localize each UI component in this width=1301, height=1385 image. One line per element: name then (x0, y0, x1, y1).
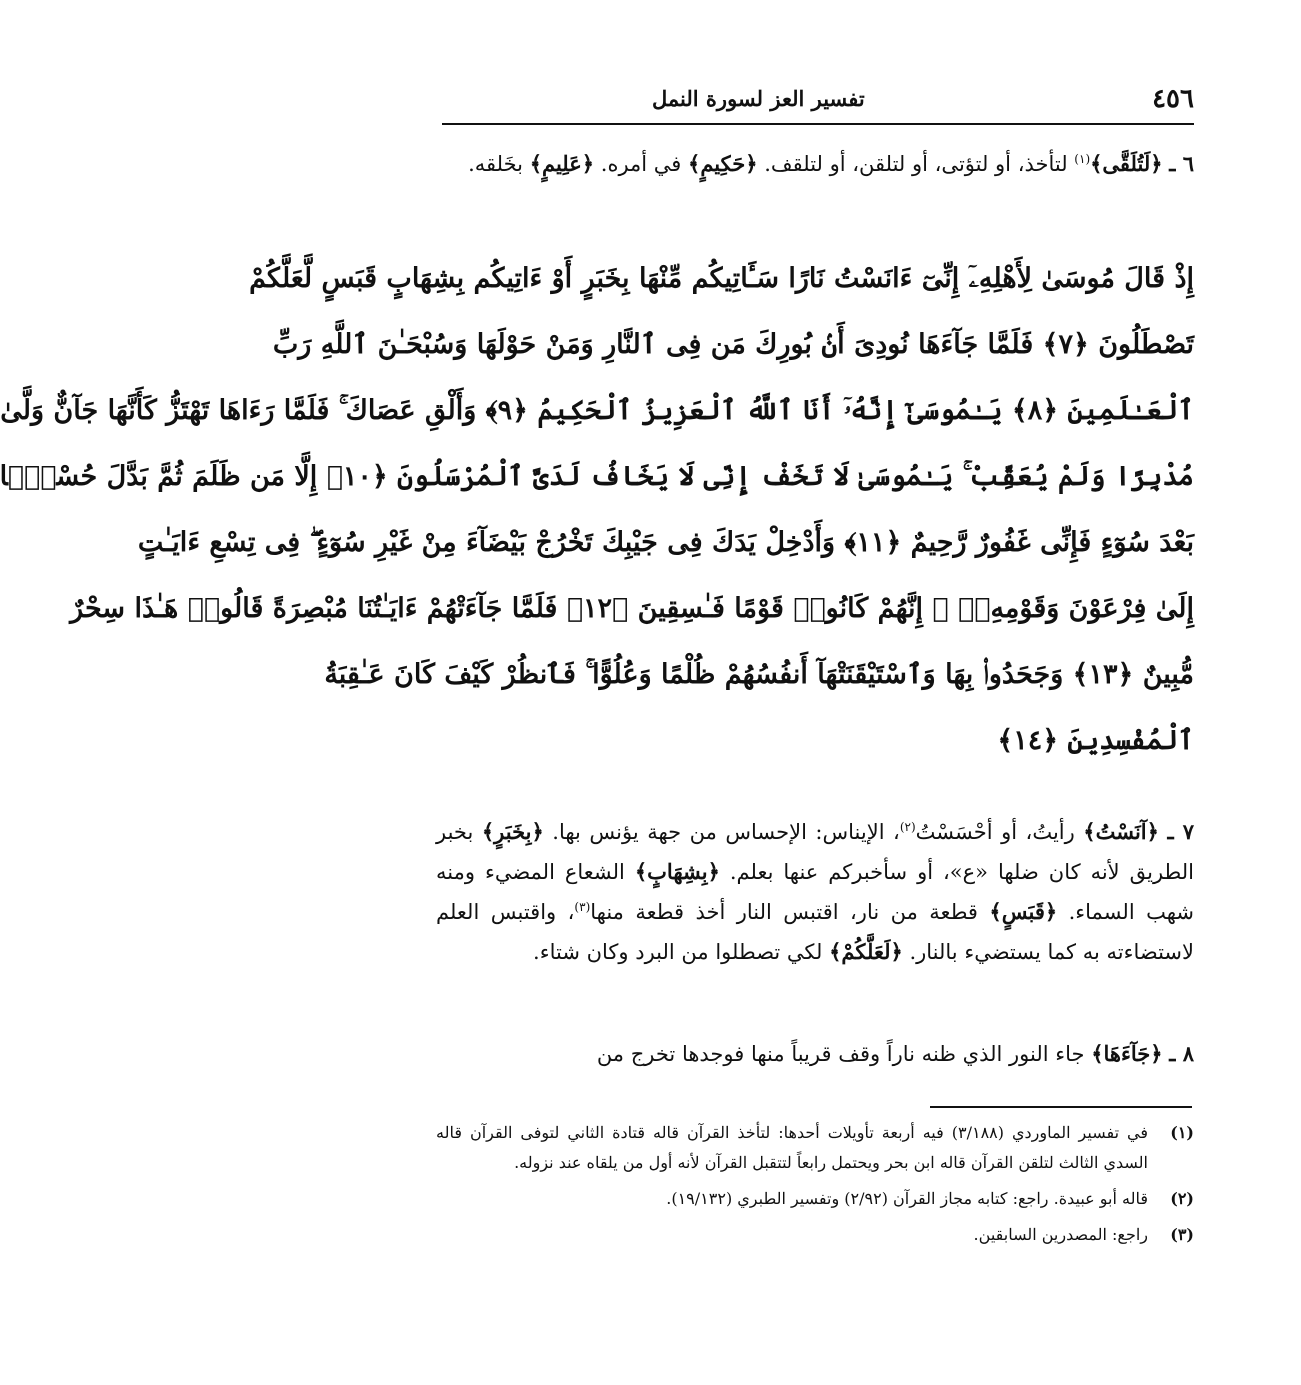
footnote-rule (930, 1106, 1192, 1108)
paragraph-6 (436, 144, 1194, 184)
commentary-text: رأيتُ، أو أحْسَسْتُ (915, 820, 1084, 844)
quran-term: ﴿حَكِيمٍ﴾ (688, 151, 758, 176)
quran-line: مُدْبِرًا وَلَمْ يُعَقِّبْ ۚ يَـٰمُوسَىٰ لَا تَخَفْ إِنِّى لَا يَخَافُ لَدَىَّ ٱلْمُرْسَلُونَ ﴿١٠﴾ إِلَّا مَن ظَلَمَ ثُمَّ بَدَّلَ حُسْنًۢا (0, 461, 1194, 492)
commentary-text: لتأخذ، أو لتؤتى، أو لتلقن، أو لتلقف. (757, 152, 1075, 176)
footnote (436, 1220, 1194, 1250)
footnote-number: (٣) (1170, 1225, 1194, 1244)
footnote (436, 1118, 1194, 1178)
page-number: ٤٥٦ (1152, 84, 1194, 114)
quran-term: ﴿عَلِيمٍ﴾ (529, 151, 595, 176)
footnote-text: قاله أبو عبيدة. راجع: كتابه مجاز القرآن (٢/٩٢) وتفسير الطبري (١٩/١٣٢). (666, 1189, 1148, 1208)
footnote-text: راجع: المصدرين السابقين. (973, 1225, 1148, 1244)
paragraph-8 (436, 1034, 1194, 1074)
quran-line: إِلَىٰ فِرْعَوْنَ وَقَوْمِهِۦٓ ۚ إِنَّهُمْ كَانُوا۟ قَوْمًا فَـٰسِقِينَ ﴿١٢﴾ فَلَمَّا جَآءَتْهُمْ ءَايَـٰتُنَا مُبْصِرَةً قَالُوا۟ هَـٰذَا سِحْرٌ (70, 593, 1194, 624)
quran-term: ﴿بِخَبَرٍ﴾ (481, 819, 544, 844)
quran-line: مُّبِينٌ ﴿١٣﴾ وَجَحَدُوا۟ بِهَا وَٱسْتَيْقَنَتْهَآ أَنفُسُهُمْ ظُلْمًا وَعُلُوًّا ۚ فَٱنظُرْ كَيْفَ كَانَ عَـٰقِبَةُ (324, 659, 1194, 690)
footnote-ref: (٣) (574, 900, 591, 914)
commentary-text: بخبر الطريق لأنه كان ضلها «ع»، أو سأخبركم عنها بعلم. (436, 820, 1195, 884)
paragraph-number: ٧ ـ (1167, 819, 1195, 844)
footnote-ref: (٢) (899, 820, 916, 834)
quran-term: ﴿جَآءَهَا﴾ (1091, 1041, 1163, 1066)
commentary-text: في أمره. (594, 152, 689, 176)
quran-term: ﴿لَتُلَقَّى﴾ (1090, 151, 1163, 176)
commentary-text: بخَلقه. (468, 152, 530, 176)
running-title: تفسير العز لسورة النمل (652, 86, 865, 111)
quran-line: بَعْدَ سُوٓءٍ فَإِنِّى غَفُورٌ رَّحِيمٌ ﴿١١﴾ وَأَدْخِلْ يَدَكَ فِى جَيْبِكَ تَخْرُجْ بَيْضَآءَ مِنْ غَيْرِ سُوٓءٍ ۖ فِى تِسْعِ ءَايَـٰتٍ (137, 527, 1194, 558)
quran-term: ﴿قَبَسٍ﴾ (989, 899, 1058, 924)
quran-term: ﴿آنَسْتُ﴾ (1083, 819, 1159, 844)
quran-line: ٱلْمُفْسِدِينَ ﴿١٤﴾ (997, 725, 1194, 756)
footnote (436, 1184, 1194, 1214)
commentary-text: لكي تصطلوا من البرد وكان شتاء. (533, 940, 830, 964)
footnote-number: (١) (1170, 1123, 1194, 1142)
commentary-text: قطعة من نار، اقتبس النار أخذ قطعة منها (590, 900, 990, 924)
paragraph-7 (436, 812, 1194, 972)
quran-line: ٱلْعَـٰلَمِينَ ﴿٨﴾ يَـٰمُوسَىٰٓ إِنَّهُۥٓ أَنَا ٱللَّهُ ٱلْعَزِيزُ ٱلْحَكِيمُ ﴿٩﴾ وَأَلْقِ عَصَاكَ ۚ فَلَمَّا رَءَاهَا تَهْتَزُّ كَأَنَّهَا جَآنٌّ وَلَّىٰ (0, 395, 1194, 426)
paragraph-number: ٦ ـ (1169, 151, 1194, 176)
quran-line: إِذْ قَالَ مُوسَىٰ لِأَهْلِهِۦٓ إِنِّىٓ ءَانَسْتُ نَارًا سَـَٔاتِيكُم مِّنْهَا بِخَبَرٍ أَوْ ءَاتِيكُم بِشِهَابٍ قَبَسٍ لَّعَلَّكُمْ (249, 263, 1194, 294)
footnote-text: في تفسير الماوردي (٣/١٨٨) فيه أربعة تأويلات أحدها: لتأخذ القرآن قاله قتادة الثاني لتوفى القرآن قاله السدي الثالث لتلقن القرآن قاله ابن بحر ويحتمل رابعاً لتتقبل القرآن لأنه أول من يلقاه عند نزوله. (436, 1123, 1148, 1172)
commentary-text: ، واقتبس العلم لاستضاءته به كما يستضيء بالنار. (436, 900, 1194, 964)
quran-term: ﴿لَعَلَّكُمْ﴾ (829, 939, 903, 964)
quran-passage (0, 246, 1194, 774)
footnotes (436, 1118, 1194, 1256)
commentary-text: الشعاع المضيء ومنه شهب السماء. (436, 860, 1195, 924)
quran-line: تَصْطَلُونَ ﴿٧﴾ فَلَمَّا جَآءَهَا نُودِىَ أَنۢ بُورِكَ مَن فِى ٱلنَّارِ وَمَنْ حَوْلَهَا وَسُبْحَـٰنَ ٱللَّهِ رَبِّ (272, 329, 1194, 360)
footnote-number: (٢) (1170, 1189, 1194, 1208)
quran-term: ﴿بِشِهَابٍ﴾ (634, 859, 720, 884)
commentary-text: ، الإيناس: الإحساس من جهة يؤنس بها. (543, 820, 900, 844)
header-rule (442, 123, 1194, 125)
commentary-text: جاء النور الذي ظنه ناراً وقف قريباً منها فوجدها تخرج من (596, 1042, 1092, 1066)
page-header (442, 84, 1194, 118)
paragraph-number: ٨ ـ (1169, 1041, 1194, 1066)
footnote-ref: (١) (1074, 152, 1091, 166)
